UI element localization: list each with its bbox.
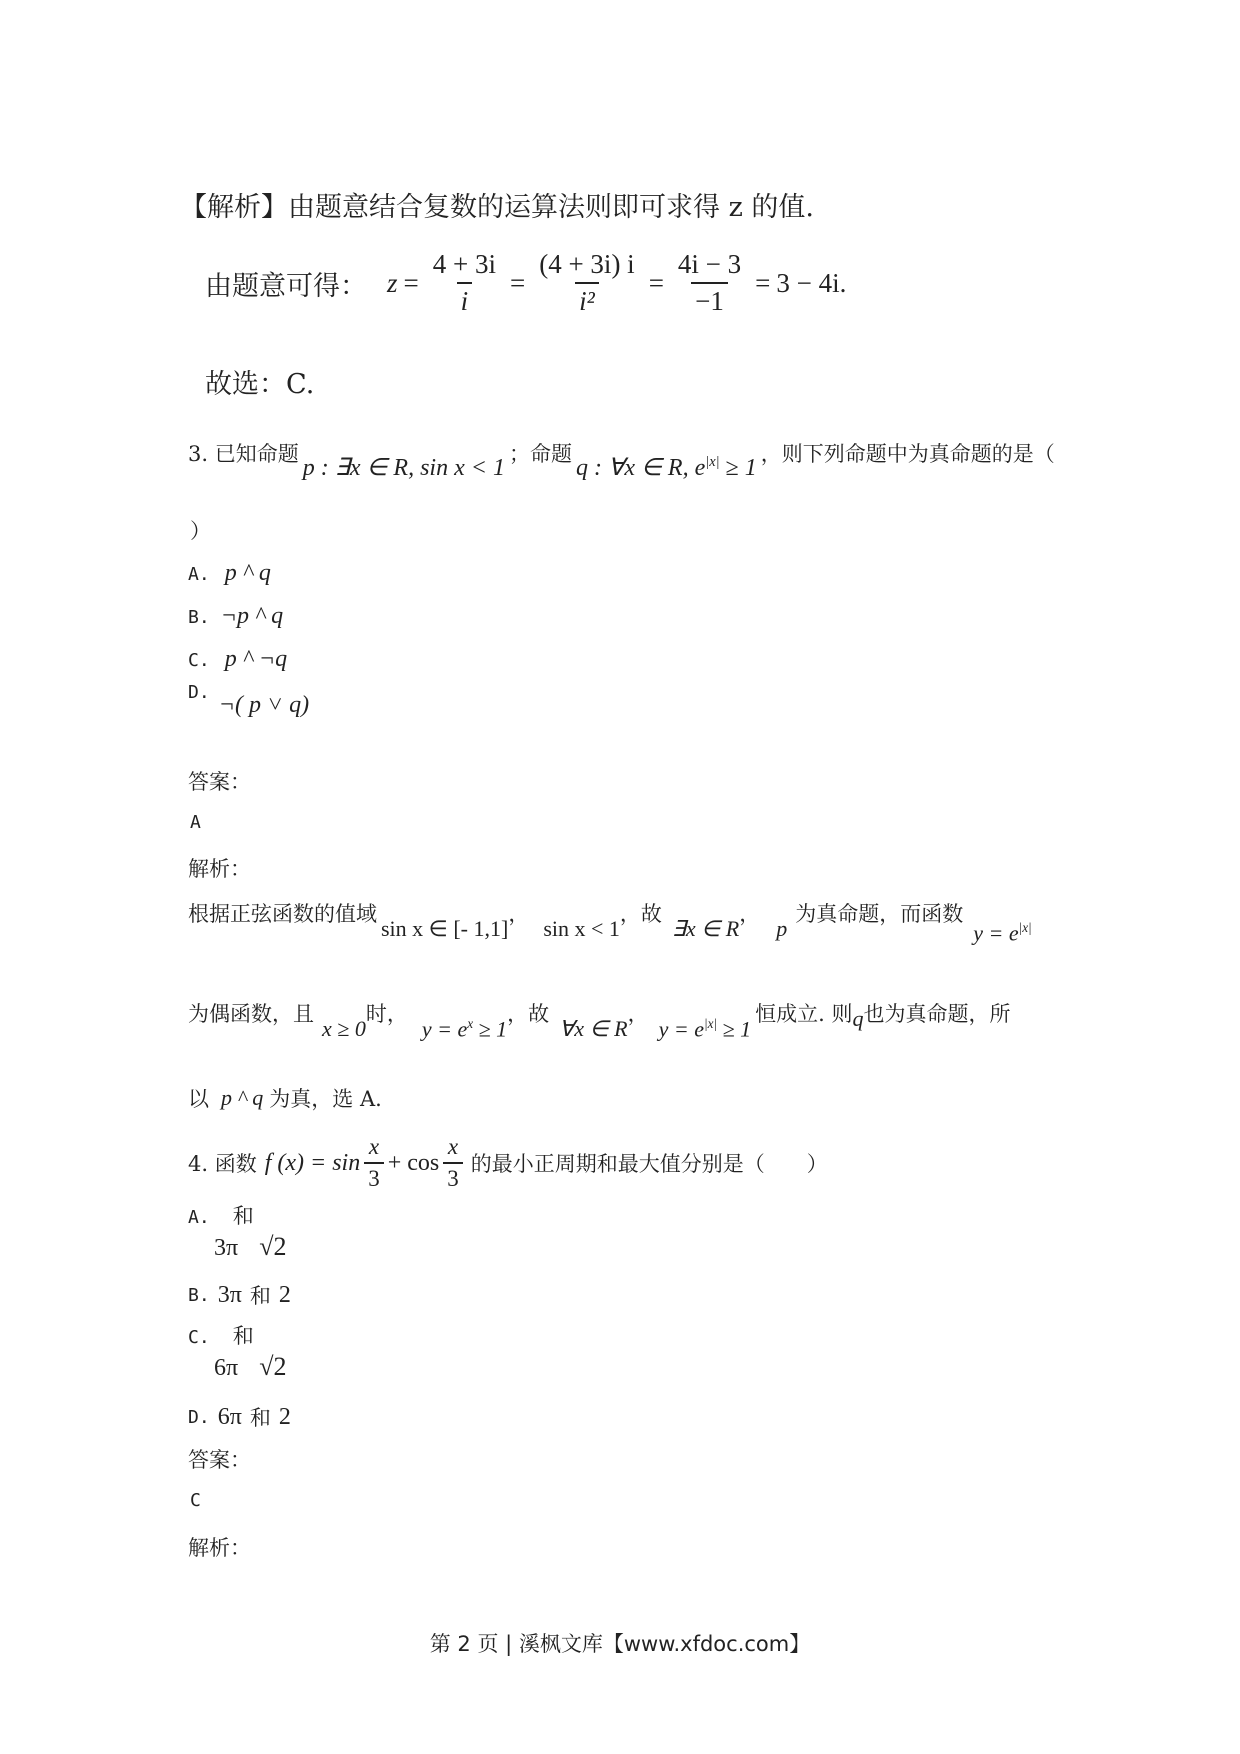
q4-option-d	[188, 1402, 291, 1432]
analysis-math: sin x < 1	[543, 916, 620, 941]
option-period: 3π	[217, 1281, 242, 1308]
analysis-text: ，	[627, 1002, 649, 1026]
choice-line: 故选：C.	[205, 369, 315, 400]
fraction-3-num: 4i − 3	[677, 249, 742, 279]
fraction-2-den: i²	[575, 282, 599, 317]
q4-stem-b: 的最小正周期和最大值分别是（ ）	[470, 1152, 828, 1176]
q3-q-expr: q : ∀x ∈ R, $e^{|x|} \ge 1$	[575, 454, 757, 481]
option-period: 6π	[217, 1403, 242, 1430]
analysis-text: ，故	[507, 1002, 550, 1026]
analysis-text: 恒成立. 则	[755, 1002, 853, 1026]
derivation-lead: 由题意可得：	[205, 270, 367, 302]
analysis-math: q	[852, 1006, 864, 1031]
option-and: 和	[249, 1406, 271, 1430]
q3-answer-label: 答案：	[188, 770, 251, 794]
option-max: √2	[259, 1352, 287, 1381]
fraction-3-den: −1	[691, 282, 728, 317]
option-label: B.	[188, 1284, 210, 1306]
option-period: 3π	[214, 1235, 239, 1261]
option-period: 6π	[214, 1355, 239, 1381]
q4-answer-label: 答案：	[188, 1448, 251, 1472]
solution-text: 由题意结合复数的运算法则即可求得 z 的值.	[288, 192, 814, 223]
q3-analysis-line-3	[188, 1083, 382, 1113]
fraction-3	[674, 249, 745, 317]
analysis-math: p ^ q	[221, 1085, 264, 1110]
analysis-text: 根据正弦函数的值域	[188, 902, 377, 926]
fraction-1	[429, 249, 500, 317]
analysis-text: 也为真命题，所	[863, 1002, 1011, 1026]
q3-option-c	[188, 646, 287, 673]
q3-option-a	[188, 560, 271, 587]
derivation-line	[205, 238, 846, 328]
analysis-math: sin x ∈ [- 1,1]	[381, 916, 509, 941]
q4-option-c	[188, 1320, 287, 1382]
equals-sign: =	[755, 267, 771, 298]
option-label: B.	[188, 607, 210, 628]
fraction-1-den: i	[457, 282, 473, 317]
derivation-result: 3 − 4i	[776, 267, 840, 298]
analysis-math: $y = e^x \ge 1$	[421, 1016, 508, 1042]
option-max: 2	[278, 1281, 291, 1308]
derivation-z: z	[387, 267, 398, 298]
analysis-math: x ≥ 0	[322, 1016, 366, 1041]
option-expr: p ^ ¬q	[224, 646, 288, 672]
q3-option-d	[188, 682, 310, 719]
q3-answer: A	[190, 812, 201, 833]
analysis-text: 以	[188, 1087, 209, 1111]
analysis-math: ∀x ∈ R	[559, 1016, 628, 1041]
q3-analysis-line-1	[188, 898, 1032, 946]
option-expr: ¬p ^ q	[220, 603, 284, 629]
q4-plus-cos: + cos	[387, 1149, 440, 1176]
analysis-math: $y = e^{|x|}$	[973, 920, 1032, 946]
page-footer: 第 2 页 | 溪枫文库【www.xfdoc.com】	[429, 1632, 811, 1656]
q4-stem-a: 4. 函数	[188, 1152, 257, 1176]
fraction-2	[535, 249, 638, 317]
option-label: C.	[188, 1327, 210, 1348]
q3-stem-close: ）	[190, 519, 211, 543]
q3-analysis-line-2	[188, 998, 1011, 1042]
equals-sign: =	[648, 267, 664, 298]
option-and: 和	[232, 1204, 254, 1228]
equals-sign: =	[403, 267, 419, 298]
fraction-2-num: (4 + 3i) i	[539, 249, 635, 279]
q4-analysis-label: 解析：	[188, 1536, 251, 1560]
analysis-text: 为真命题，而函数	[795, 902, 964, 926]
q4-option-b	[188, 1280, 291, 1310]
option-expr: p ^ q	[224, 560, 271, 586]
q4-fraction-1: $\frac{x}{3}$	[364, 1134, 384, 1192]
solution-header	[180, 185, 814, 224]
option-and: 和	[249, 1284, 271, 1308]
fraction-1-num: 4 + 3i	[432, 249, 496, 279]
analysis-math: ∃x ∈ R	[671, 916, 740, 941]
option-label: D.	[188, 682, 210, 703]
option-label: A.	[188, 1207, 210, 1228]
q3-p-expr: p : ∃x ∈ R, sin x < 1	[302, 455, 505, 481]
analysis-text: ，故	[619, 902, 662, 926]
option-max: √2	[259, 1232, 287, 1261]
q3-stem-b: ，则下列命题中为真命题的是（	[760, 442, 1055, 466]
equals-sign: =	[509, 267, 526, 298]
q4-fraction-2: $\frac{x}{3}$	[443, 1134, 463, 1192]
q3-sep: ；命题	[508, 442, 572, 466]
analysis-text: ，	[739, 902, 761, 926]
derivation-period: .	[839, 267, 847, 298]
q3-stem	[188, 438, 1055, 481]
option-label: D.	[188, 1406, 210, 1428]
q3-stem-a: 3. 已知命题	[188, 442, 299, 466]
q4-answer: C	[190, 1490, 201, 1511]
solution-label: 【解析】	[180, 192, 288, 223]
q4-stem	[188, 1128, 828, 1198]
option-expr: ¬( p ˅ q)	[218, 692, 310, 718]
analysis-text: 为真，选 A.	[269, 1087, 382, 1111]
option-label: C.	[188, 650, 210, 671]
option-label: A.	[188, 564, 210, 585]
q4-function: f (x) = sin	[264, 1149, 361, 1176]
analysis-text: ，	[508, 902, 530, 926]
analysis-math: p	[776, 916, 788, 941]
analysis-text: 为偶函数，且	[188, 1002, 314, 1026]
q3-analysis-label: 解析：	[188, 857, 251, 881]
q4-option-a	[188, 1200, 287, 1262]
q3-option-b	[188, 603, 283, 630]
option-max: 2	[278, 1403, 291, 1430]
option-and: 和	[232, 1324, 254, 1348]
analysis-text: 时，	[365, 1002, 408, 1026]
analysis-math: $y = e^{|x|} \ge 1$	[658, 1016, 752, 1042]
